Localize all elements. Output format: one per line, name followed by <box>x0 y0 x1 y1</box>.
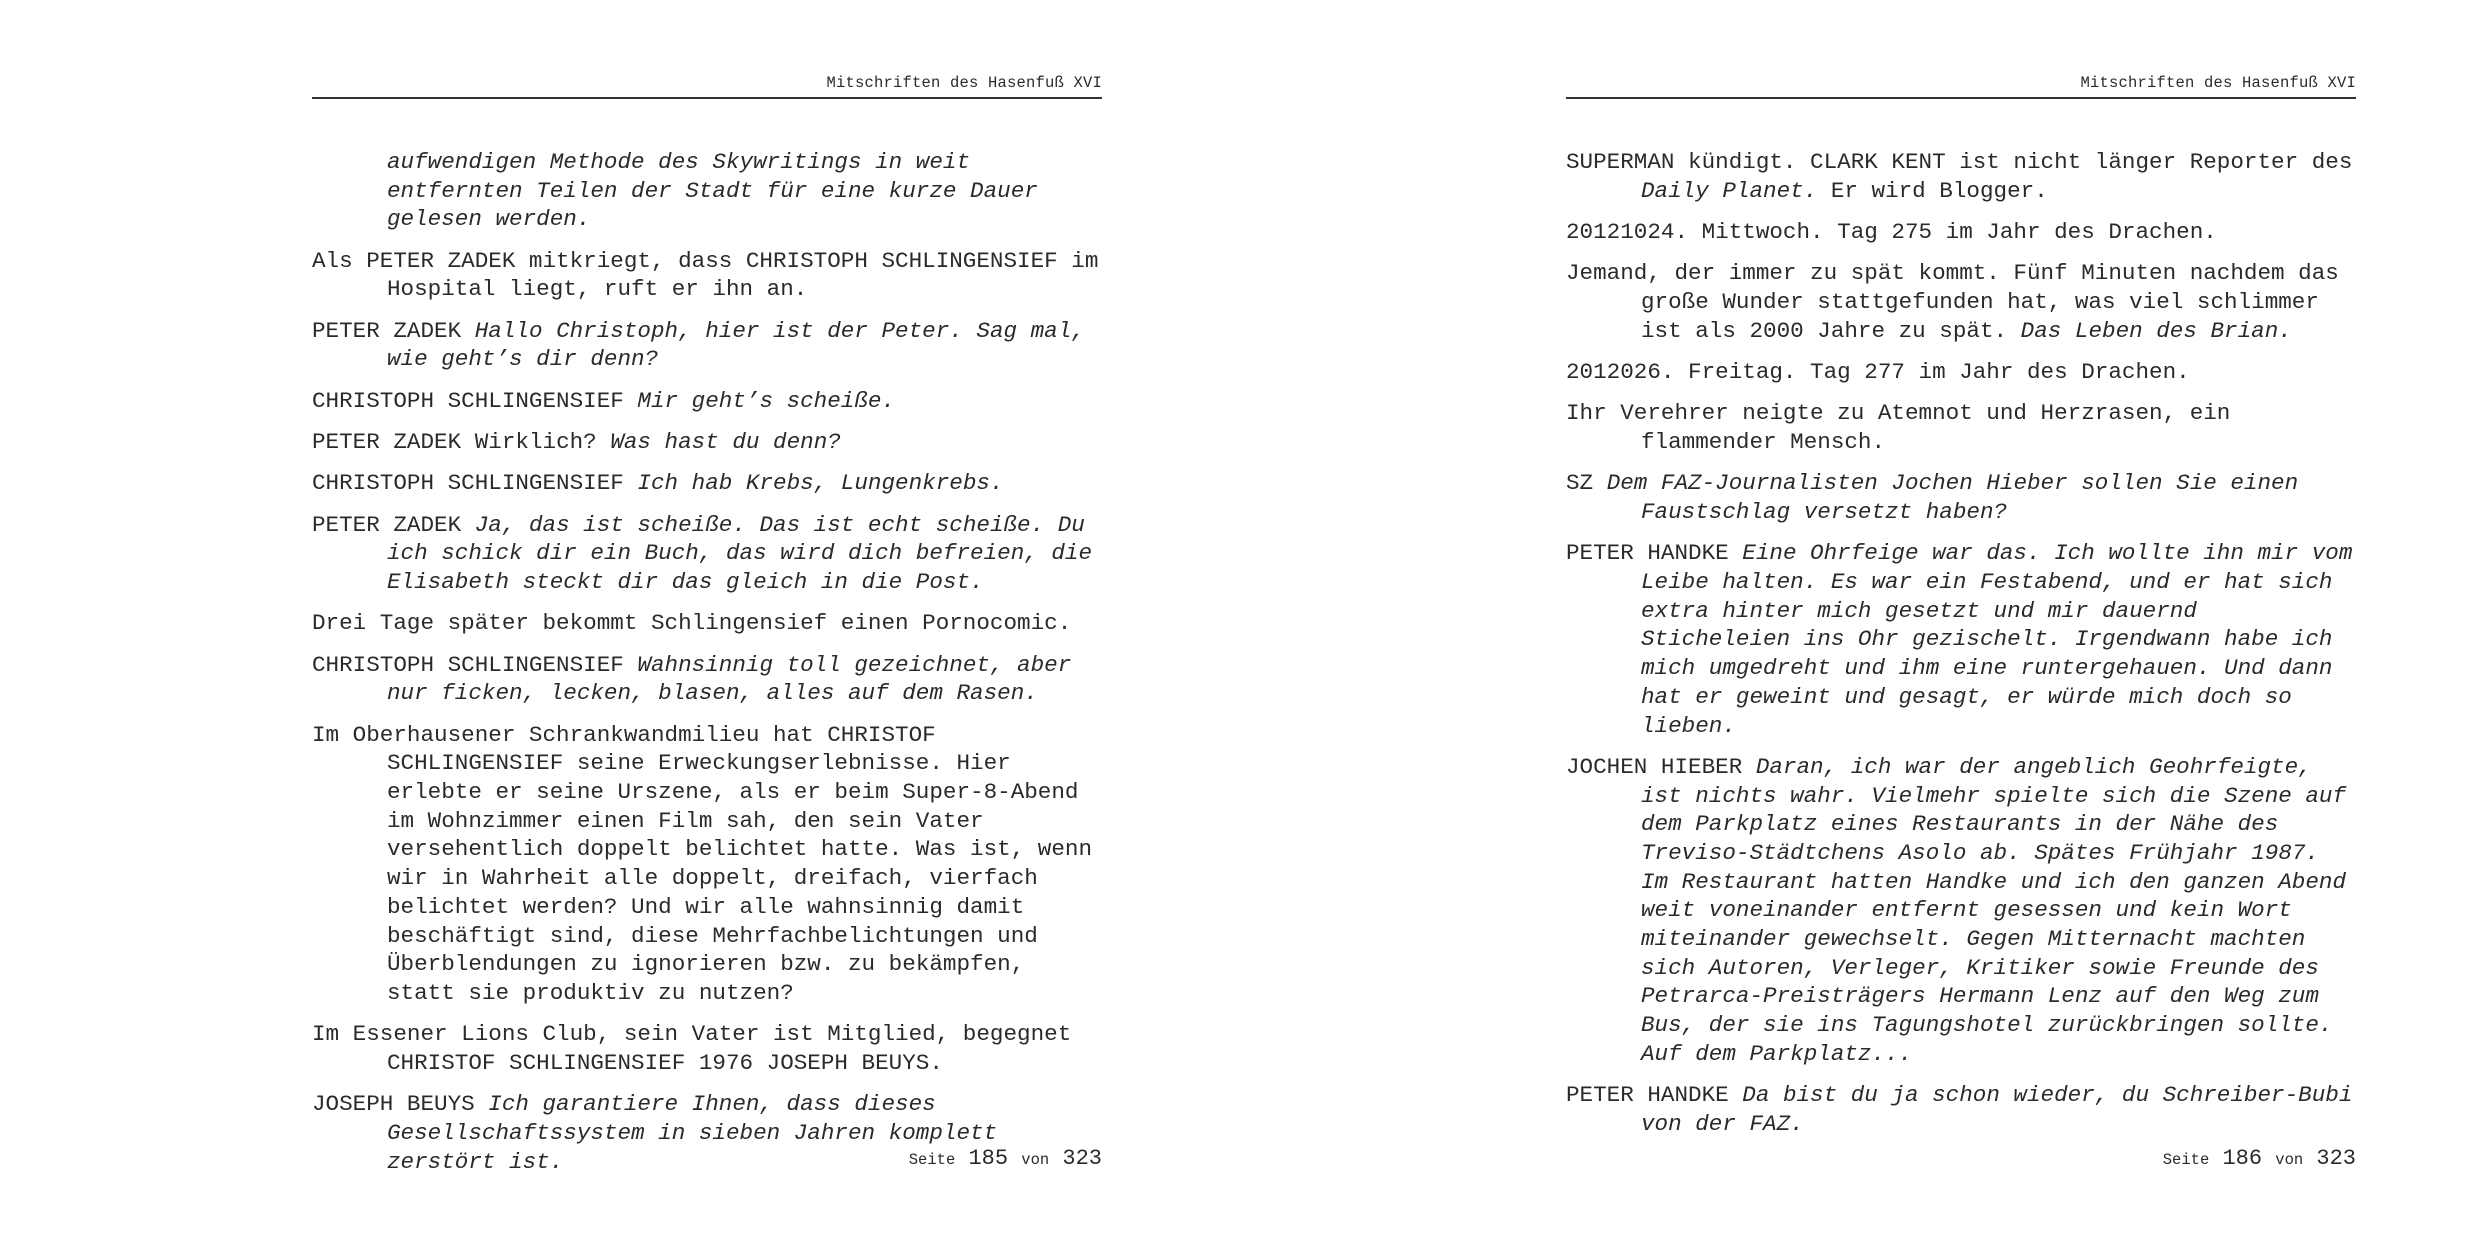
paragraph <box>312 609 1102 638</box>
dialogue-paragraph <box>1566 753 2356 1069</box>
narration-text: Jemand, der immer zu spät kommt. Fünf Minuten nachdem das große Wunder stattgefunden hat, was viel schlimmer ist als 2000 Jahre zu spät. <box>1566 260 2339 344</box>
dialogue-text: Ja, das ist scheiße. Das ist echt scheiße. Du ich schick dir ein Buch, das wird dich befreien, die Elisabeth steckt dir das gleich in die Post. <box>387 511 1093 595</box>
right-page <box>1566 0 2356 1240</box>
speaker-name: JOSEPH BEUYS <box>312 1091 475 1118</box>
page-label: Seite <box>908 1151 956 1169</box>
page-total: 323 <box>2316 1146 2356 1171</box>
dialogue-text: Da bist du ja schon wieder, du Schreiber-Bubi von der FAZ. <box>1641 1082 2353 1137</box>
running-header: Mitschriften des Hasenfuß XVI <box>826 74 1102 92</box>
narration-text: Drei Tage später bekommt Schlingensief einen Pornocomic. <box>312 610 1072 637</box>
page-label: Seite <box>2162 1151 2210 1169</box>
dialogue-paragraph <box>312 387 1102 416</box>
narration-text: 2012026. Freitag. Tag 277 im Jahr des Drachen. <box>1566 359 2190 385</box>
paragraph <box>312 1020 1102 1077</box>
dialogue-text: Wahnsinnig toll gezeichnet, aber nur ficken, lecken, blasen, alles auf dem Rasen. <box>387 651 1072 707</box>
paragraph <box>312 247 1102 304</box>
dialogue-paragraph <box>312 511 1102 597</box>
dialogue-text: Eine Ohrfeige war das. Ich wollte ihn mir vom Leibe halten. Es war ein Festabend, und er hat sich extra hinter mich gesetzt und mir dauernd Sticheleien ins Ohr gezischelt. Irgendwann habe ich mich umgedreht und ihm eine runtergehauen. Und dann hat er geweint und gesagt, er würde mich doch so lieben. <box>1641 540 2353 739</box>
speaker-name: PETER ZADEK <box>312 511 462 538</box>
paragraph <box>1566 259 2356 345</box>
page-separator: von <box>1021 1151 1050 1169</box>
speaker-name: CHRISTOPH SCHLINGENSIEF <box>312 470 624 497</box>
dialogue-paragraph <box>1566 469 2356 526</box>
speaker-name: SZ <box>1566 470 1594 497</box>
paragraph <box>1566 358 2356 387</box>
page-number: 185 <box>968 1146 1009 1171</box>
header-rule <box>1566 97 2356 99</box>
page-total: 323 <box>1062 1146 1102 1171</box>
narration-text: Als PETER ZADEK mitkriegt, dass CHRISTOPH SCHLINGENSIEF im Hospital liegt, ruft er ihn an. <box>312 247 1099 303</box>
paragraph <box>1566 218 2356 247</box>
page-body <box>1566 148 2356 1151</box>
dialogue-paragraph <box>1566 1081 2356 1138</box>
dialogue-text: Mir geht’s scheiße. <box>637 387 896 414</box>
header-rule <box>312 97 1102 99</box>
speaker-name: CHRISTOPH SCHLINGENSIEF <box>312 651 624 678</box>
speaker-name: PETER HANDKE <box>1566 540 1729 567</box>
speaker-name: PETER HANDKE <box>1566 1082 1729 1109</box>
page-body <box>312 148 1102 1189</box>
dialogue-text: Was hast du denn? <box>610 429 841 455</box>
paragraph <box>1566 399 2356 456</box>
narration-text: Ihr Verehrer neigte zu Atemnot und Herzrasen, ein flammender Mensch. <box>1566 400 2231 455</box>
paragraph <box>312 148 1102 234</box>
italic-title: Daily Planet. <box>1641 177 1818 204</box>
italic-title: Das Leben des Brian. <box>2020 317 2292 344</box>
running-header: Mitschriften des Hasenfuß XVI <box>2080 74 2356 92</box>
narration-text: Im Essener Lions Club, sein Vater ist Mitglied, begegnet CHRISTOF SCHLINGENSIEF 1976 JOSEPH BEUYS. <box>312 1021 1072 1076</box>
paragraph <box>312 721 1102 1008</box>
left-page <box>312 0 1102 1240</box>
narration-text: Im Oberhausener Schrankwandmilieu hat CHRISTOF SCHLINGENSIEF seine Erweckungserlebnisse. Hier erlebte er seine Urszene, als er beim Super-8-Abend im Wohnzimmer einen Film sah, den sein Vater versehentlich doppelt belichtet hatte. Was ist, wenn wir in Wahrheit alle doppelt, dreifach, vierfach belichtet werden? Und wir alle wahnsinnig damit beschäftigt sind, diese Mehrfachbelichtungen und Überblendungen zu ignorieren bzw. zu bekämpfen, statt sie produktiv zu nutzen? <box>312 721 1093 1006</box>
dialogue-text: Hallo Christoph, hier ist der Peter. Sag mal, wie geht’s dir denn? <box>387 317 1085 373</box>
narration-text-after: Er wird Blogger. <box>1830 177 2048 204</box>
dialogue-paragraph <box>1566 539 2356 740</box>
page-number: 186 <box>2222 1146 2263 1171</box>
dialogue-paragraph <box>312 469 1102 498</box>
page-separator: von <box>2275 1151 2304 1169</box>
page-footer <box>312 1146 1102 1171</box>
narration-text: 20121024. Mittwoch. Tag 275 im Jahr des Drachen. <box>1566 219 2217 245</box>
dialogue-paragraph <box>312 428 1102 457</box>
dialogue-paragraph <box>312 317 1102 374</box>
dialogue-text: Dem FAZ-Journalisten Jochen Hieber sollen Sie einen Faustschlag versetzt haben? <box>1606 470 2299 525</box>
speaker-name: CHRISTOPH SCHLINGENSIEF <box>312 387 624 414</box>
dialogue-text: aufwendigen Methode des Skywritings in weit entfernten Teilen der Stadt für eine kurze Dauer gelesen werden. <box>387 149 1038 233</box>
narration-text: SUPERMAN kündigt. CLARK KENT ist nicht länger Reporter des <box>1566 149 2353 175</box>
speaker-name: PETER ZADEK <box>312 317 462 344</box>
dialogue-text-normal: Wirklich? <box>474 429 597 455</box>
page-footer <box>1566 1146 2356 1171</box>
speaker-name: PETER ZADEK <box>312 429 462 455</box>
speaker-name: JOCHEN HIEBER <box>1566 753 1743 780</box>
dialogue-text: Ich garantiere Ihnen, dass dieses Gesellschaftssystem in sieben Jahren komplett zerstört ist. <box>387 1091 998 1175</box>
dialogue-paragraph <box>312 651 1102 708</box>
dialogue-text: Daran, ich war der angeblich Geohrfeigte, ist nichts wahr. Vielmehr spielte sich die Szene auf dem Parkplatz eines Restaurants in der Nähe des Treviso-Städtchens Asolo ab. Spätes Frühjahr 1987. Im Restaurant hatten Handke und ich den ganzen Abend weit voneinander entfernt gesessen und kein Wort miteinander gewechselt. Gegen Mitternacht machten sich Autoren, Verleger, Kritiker sowie Freunde des Petrarca-Preisträgers Hermann Lenz auf den Weg zum Bus, der sie ins Tagungshotel zurückbringen sollte. Auf dem Parkplatz... <box>1641 753 2347 1067</box>
paragraph <box>1566 148 2356 205</box>
dialogue-text: Ich hab Krebs, Lungenkrebs. <box>637 470 1004 497</box>
